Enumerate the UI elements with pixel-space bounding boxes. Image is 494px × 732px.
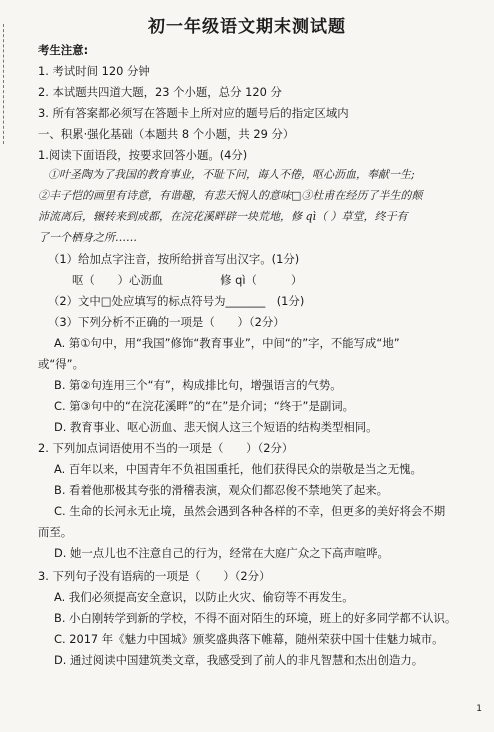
option-line: D. 通过阅读中国建筑类文章，我感受到了前人的非凡智慧和杰出创造力。 [54, 653, 424, 667]
option-line: D. 教育事业、呕心沥血、悲天悯人这三个短语的结构类型相同。 [54, 420, 378, 434]
option-line: B. 看着他那极其夸张的滑稽表演，观众们都忍俊不禁地笑了起来。 [54, 483, 388, 497]
option-line: C. 2017 年《魅力中国城》颁奖盛典落下帷幕，随州荣获中国十佳魅力城市。 [54, 632, 444, 646]
option-line: B. 第②句连用三个“有”，构成排比句，增强语言的气势。 [54, 378, 342, 392]
notice-item: 2. 本试题共四道大题，23 个小题，总分 120 分 [38, 85, 282, 99]
notice-item: 1. 考试时间 120 分钟 [38, 64, 150, 78]
passage-line: ②丰子恺的画里有诗意，有谐趣，有悲天悯人的意味□③杜甫在经历了半生的颠 [38, 189, 423, 202]
option-line: A. 我们必须提高安全意识，以防止火灾、偷窃等不再发生。 [54, 590, 354, 604]
option-line: C. 生命的长河永无止境，虽然会遇到各种各样的不幸，但更多的美好将会不期 [54, 504, 446, 518]
option-line: D. 她一点儿也不注意自己的行为，经常在大庭广众之下高声喧哗。 [54, 546, 389, 560]
option-line: A. 百年以来，中国青年不负祖国重托，他们获得民众的崇敬是当之无愧。 [54, 462, 422, 476]
option-line: 而至。 [38, 525, 73, 539]
option-line: A. 第①句中，用“我国”修饰“教育事业”，中间“的”字，不能写成“地” [54, 336, 400, 350]
sub-question: （1）给加点字注音，按所给拼音写出汉字。(1分) [48, 252, 300, 266]
section-heading: 一、积累·强化基础（本题共 8 个小题，共 29 分） [38, 127, 295, 141]
notice-heading: 考生注意: [38, 43, 89, 57]
passage-line: 沛流离后，辗转来到成都，在浣花溪畔辟一块荒地，修 qì（ ）草堂，终于有 [38, 210, 408, 223]
binding-line [3, 24, 5, 144]
option-line: B. 小白刚转学到新的学校，不得不面对陌生的环境，班上的好多同学都不认识。 [54, 611, 457, 625]
sub-question: （2）文中□处应填写的标点符号为_______ (1分) [48, 294, 305, 308]
page-title: 初一年级语文期末测试题 [148, 17, 346, 37]
option-line: 或“得”。 [38, 357, 84, 371]
answer-blanks: 呕（ ）心沥血 修 qì（ ） [72, 273, 303, 287]
question-stem: 3. 下列句子没有语病的一项是（ ）（2分） [38, 569, 271, 583]
passage-line: ①叶圣陶为了我国的教育事业，不耻下问，诲人不倦，呕心沥血，奉献一生; [48, 168, 415, 181]
notice-item: 3. 所有答案都必须写在答题卡上所对应的题号后的指定区域内 [38, 106, 349, 120]
option-line: C. 第③句中的“在浣花溪畔”的“在”是介词；“终于”是副词。 [54, 399, 355, 413]
sub-question: （3）下列分析不正确的一项是（ ）（2分） [48, 315, 285, 329]
passage-line: 了一个栖身之所…… [38, 231, 137, 244]
page-number: 1 [476, 704, 482, 714]
question-stem: 2. 下列加点词语使用不当的一项是（ ）（2分） [38, 441, 294, 455]
question-stem: 1.阅读下面语段，按要求回答小题。(4分) [38, 148, 248, 162]
